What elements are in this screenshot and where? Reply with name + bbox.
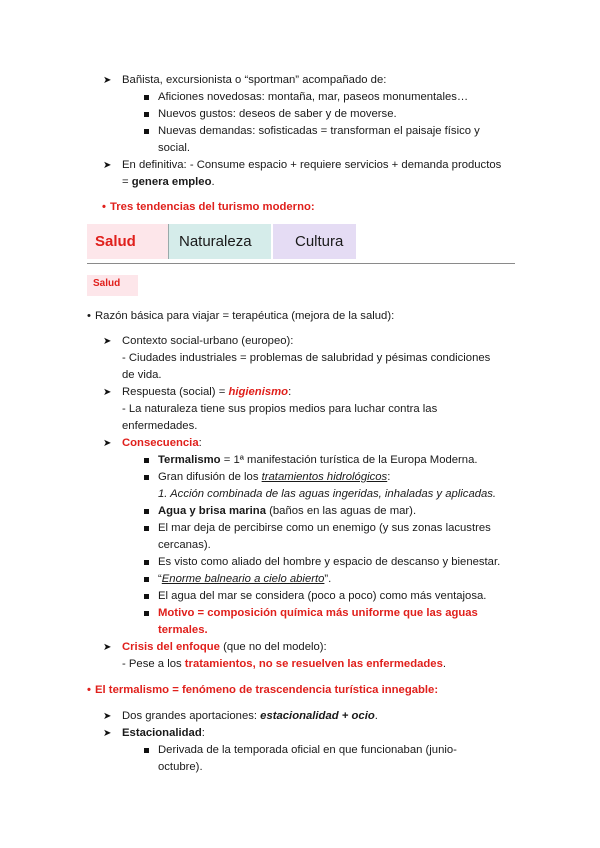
bullet-aliado: Es visto como aliado del hombre y espacio de descanso y bienestar. — [158, 556, 501, 568]
derivada-cont: octubre). — [158, 761, 203, 773]
bullet-difusion: Gran difusión de los tratamientos hidrológicos: — [158, 471, 391, 483]
accion-combinada: 1. Acción combinada de las aguas ingeridas, inhaladas y aplicadas. — [158, 488, 497, 500]
ciudades-line1: - Ciudades industriales = problemas de salubridad y pésimas condiciones — [122, 352, 491, 364]
bullet-crisis: ➤ Crisis del enfoque (que no del modelo): — [122, 640, 327, 655]
bullet-termalismo: Termalismo = 1ª manifestación turística de la Europa Moderna. — [158, 454, 478, 466]
bullet-demandas: Nuevas demandas: sofisticadas = transforman el paisaje físico y — [158, 125, 480, 137]
mar-enemigo-cont: cercanas). — [158, 539, 211, 551]
tab-cultura-label: Cultura — [295, 233, 344, 250]
intro-razon: • Razón básica para viajar = terapéutica (mejora de la salud): — [95, 309, 394, 324]
tab-salud-label: Salud — [95, 233, 136, 250]
divider — [87, 263, 515, 264]
tab-naturaleza-label: Naturaleza — [179, 233, 252, 250]
section-title-tendencias: • Tres tendencias del turismo moderno: — [110, 200, 315, 215]
bullet-definitiva: ➤ En definitiva: - Consume espacio + requiere servicios + demanda productos — [122, 158, 501, 173]
motivo-cont: termales. — [158, 624, 208, 636]
ciudades-line2: de vida. — [122, 369, 162, 381]
bullet-respuesta: ➤ Respuesta (social) = higienismo: — [122, 385, 291, 400]
bullet-agua-brisa: Agua y brisa marina (baños en las aguas de mar). — [158, 505, 417, 517]
bullet-banista: ➤ Bañista, excursionista o “sportman” acompañado de: — [122, 73, 386, 88]
bullet-aficiones: Aficiones novedosas: montaña, mar, paseos monumentales… — [158, 91, 469, 103]
bullet-agua-mar: El agua del mar se considera (poco a poco) como más ventajosa. — [158, 590, 487, 602]
tab-naturaleza — [169, 224, 271, 259]
bullet-gustos: Nuevos gustos: deseos de saber y de moverse. — [158, 108, 397, 120]
bullet-estacionalidad: ➤ Estacionalidad: — [122, 726, 205, 741]
bullet-demandas-cont: social. — [158, 142, 191, 154]
bullet-aportaciones: ➤ Dos grandes aportaciones: estacionalidad + ocio. — [122, 709, 378, 724]
subheading-salud: Salud — [87, 275, 138, 296]
bullet-mar-enemigo: El mar deja de percibirse como un enemigo (y sus zonas lacustres — [158, 522, 491, 534]
tab-cultura — [273, 224, 356, 259]
bullet-contexto: ➤ Contexto social-urbano (europeo): — [122, 334, 293, 349]
bullet-enorme-balneario: “Enorme balneario a cielo abierto”. — [158, 573, 332, 585]
bullet-motivo: Motivo = composición química más uniforme que las aguas — [158, 607, 478, 619]
pese-tratamientos: - Pese a los tratamientos, no se resuelven las enfermedades. — [122, 658, 446, 670]
tab-salud — [87, 224, 168, 259]
naturaleza-line1: - La naturaleza tiene sus propios medios para luchar contra las — [122, 403, 438, 415]
naturaleza-line2: enfermedades. — [122, 420, 198, 432]
bullet-derivada: Derivada de la temporada oficial en que funcionaban (junio- — [158, 744, 457, 756]
section-title-termalismo: • El termalismo = fenómeno de trascendencia turística innegable: — [95, 683, 438, 698]
definitiva-cont: = genera empleo. — [122, 176, 215, 188]
bullet-consecuencia: ➤ Consecuencia: — [122, 436, 202, 451]
